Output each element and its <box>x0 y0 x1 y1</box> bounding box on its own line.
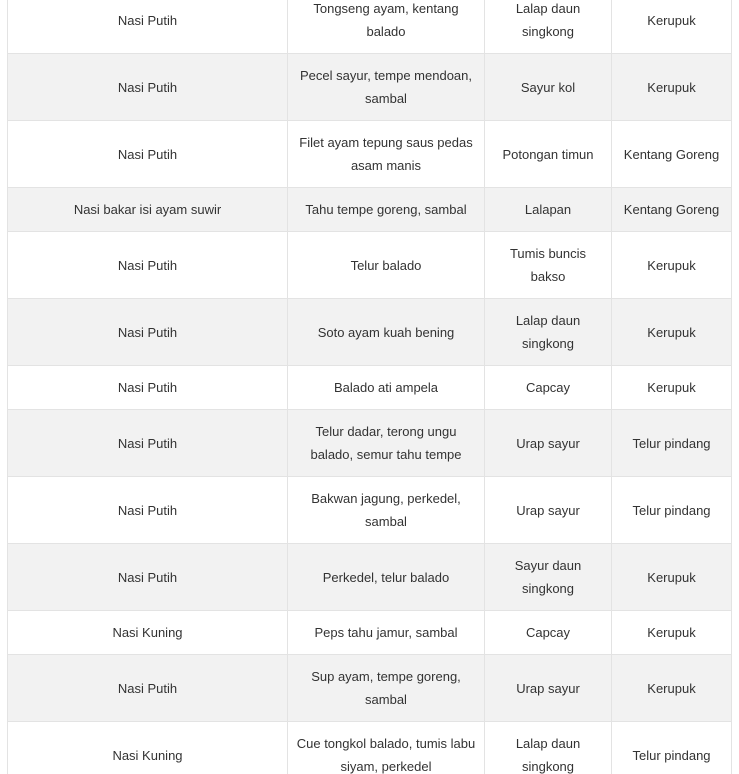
staple-column-cell <box>8 299 288 366</box>
cell-text: Nasi Putih <box>117 680 178 696</box>
cell-text: Kerupuk <box>647 680 696 696</box>
cell-text: Telur pindang <box>632 435 711 451</box>
cell-text: Kerupuk <box>647 625 696 640</box>
side-dish-column-cell <box>612 54 732 121</box>
cell-text: Urap sayur <box>516 502 580 518</box>
staple-column-cell <box>8 477 288 544</box>
table-row <box>8 299 732 366</box>
cell-text: Lalap daun singkong <box>515 736 581 774</box>
cell-text: Kentang Goreng <box>623 202 720 217</box>
cell-text: Soto ayam kuah bening <box>317 324 455 340</box>
main-dish-column-cell <box>288 0 485 54</box>
side-dish-column-cell <box>612 655 732 722</box>
side-dish-column-cell <box>612 299 732 366</box>
main-dish-column-cell <box>288 544 485 611</box>
cell-text: Kentang Goreng <box>623 146 720 162</box>
table-row <box>8 232 732 299</box>
cell-text: Nasi Kuning <box>112 625 183 640</box>
side-dish-column-cell <box>612 722 732 774</box>
cell-text: Cue tongkol balado, tumis labu siyam, perkedel <box>296 736 476 774</box>
cell-text: Lalap daun singkong <box>515 313 581 351</box>
cell-text: Nasi Putih <box>117 79 178 95</box>
main-dish-column-cell <box>288 655 485 722</box>
cell-text: Urap sayur <box>516 435 580 451</box>
table-row <box>8 54 732 121</box>
vegetable-column-cell <box>485 655 612 722</box>
cell-text: Kerupuk <box>647 380 696 395</box>
vegetable-column-cell <box>485 366 612 410</box>
side-dish-column-cell <box>612 366 732 410</box>
cell-text: Bakwan jagung, perkedel, sambal <box>311 491 461 529</box>
vegetable-column-cell <box>485 232 612 299</box>
cell-text: Lalapan <box>524 202 572 217</box>
vegetable-column-cell <box>485 299 612 366</box>
staple-column-cell <box>8 366 288 410</box>
table-row <box>8 722 732 774</box>
main-dish-column-cell <box>288 121 485 188</box>
cell-text: Balado ati ampela <box>333 380 439 395</box>
vegetable-column-cell <box>485 477 612 544</box>
cell-text: Nasi Putih <box>117 12 178 28</box>
cell-text: Filet ayam tepung saus pedas asam manis <box>299 135 473 173</box>
menu-table <box>7 0 732 774</box>
vegetable-column-cell <box>485 611 612 655</box>
cell-text: Potongan timun <box>502 146 594 162</box>
side-dish-column-cell <box>612 188 732 232</box>
vegetable-column-cell <box>485 544 612 611</box>
staple-column-cell <box>8 54 288 121</box>
cell-text: Kerupuk <box>647 257 696 273</box>
cell-text: Sayur daun singkong <box>514 558 582 596</box>
main-dish-column-cell <box>288 722 485 774</box>
main-dish-column-cell <box>288 299 485 366</box>
staple-column-cell <box>8 544 288 611</box>
cell-text: Nasi bakar isi ayam suwir <box>73 202 222 217</box>
cell-text: Nasi Putih <box>117 569 178 585</box>
table-row <box>8 188 732 232</box>
table-row <box>8 410 732 477</box>
main-dish-column-cell <box>288 366 485 410</box>
cell-text: Telur pindang <box>632 747 711 763</box>
side-dish-column-cell <box>612 232 732 299</box>
staple-column-cell <box>8 611 288 655</box>
table-row <box>8 0 732 54</box>
table-row <box>8 121 732 188</box>
cell-text: Tumis buncis bakso <box>509 246 587 284</box>
cell-text: Sayur kol <box>520 79 576 95</box>
cell-text: Kerupuk <box>647 569 696 585</box>
vegetable-column-cell <box>485 410 612 477</box>
side-dish-column-cell <box>612 121 732 188</box>
cell-text: Telur dadar, terong ungu balado, semur tahu tempe <box>310 424 462 462</box>
cell-text: Urap sayur <box>516 680 580 696</box>
side-dish-column-cell <box>612 0 732 54</box>
cell-text: Peps tahu jamur, sambal <box>314 625 458 640</box>
table-row <box>8 366 732 410</box>
menu-table-body <box>8 0 732 774</box>
staple-column-cell <box>8 0 288 54</box>
table-row <box>8 611 732 655</box>
cell-text: Nasi Putih <box>117 502 178 518</box>
cell-text: Kerupuk <box>647 12 696 28</box>
cell-text: Pecel sayur, tempe mendoan, sambal <box>300 68 472 106</box>
main-dish-column-cell <box>288 477 485 544</box>
cell-text: Telur pindang <box>632 502 711 518</box>
staple-column-cell <box>8 410 288 477</box>
cell-text: Perkedel, telur balado <box>322 569 450 585</box>
staple-column-cell <box>8 232 288 299</box>
staple-column-cell <box>8 188 288 232</box>
main-dish-column-cell <box>288 188 485 232</box>
cell-text: Nasi Kuning <box>112 747 183 763</box>
cell-text: Tahu tempe goreng, sambal <box>305 202 467 217</box>
table-row <box>8 544 732 611</box>
cell-text: Nasi Putih <box>117 257 178 273</box>
table-row <box>8 655 732 722</box>
main-dish-column-cell <box>288 232 485 299</box>
cell-text: Telur balado <box>350 257 422 273</box>
side-dish-column-cell <box>612 544 732 611</box>
side-dish-column-cell <box>612 410 732 477</box>
vegetable-column-cell <box>485 121 612 188</box>
cell-text: Tongseng ayam, kentang balado <box>313 1 459 39</box>
vegetable-column-cell <box>485 722 612 774</box>
cell-text: Capcay <box>525 625 571 640</box>
table-row <box>8 477 732 544</box>
cell-text: Nasi Putih <box>117 435 178 451</box>
cell-text: Nasi Putih <box>117 146 178 162</box>
staple-column-cell <box>8 655 288 722</box>
cell-text: Kerupuk <box>647 324 696 340</box>
vegetable-column-cell <box>485 0 612 54</box>
cell-text: Nasi Putih <box>117 324 178 340</box>
staple-column-cell <box>8 722 288 774</box>
cell-text: Kerupuk <box>647 79 696 95</box>
cell-text: Lalap daun singkong <box>515 1 581 39</box>
cell-text: Nasi Putih <box>117 380 178 395</box>
main-dish-column-cell <box>288 54 485 121</box>
side-dish-column-cell <box>612 611 732 655</box>
vegetable-column-cell <box>485 188 612 232</box>
main-dish-column-cell <box>288 410 485 477</box>
cell-text: Sup ayam, tempe goreng, sambal <box>311 669 461 707</box>
vegetable-column-cell <box>485 54 612 121</box>
staple-column-cell <box>8 121 288 188</box>
cell-text: Capcay <box>525 380 571 395</box>
side-dish-column-cell <box>612 477 732 544</box>
main-dish-column-cell <box>288 611 485 655</box>
